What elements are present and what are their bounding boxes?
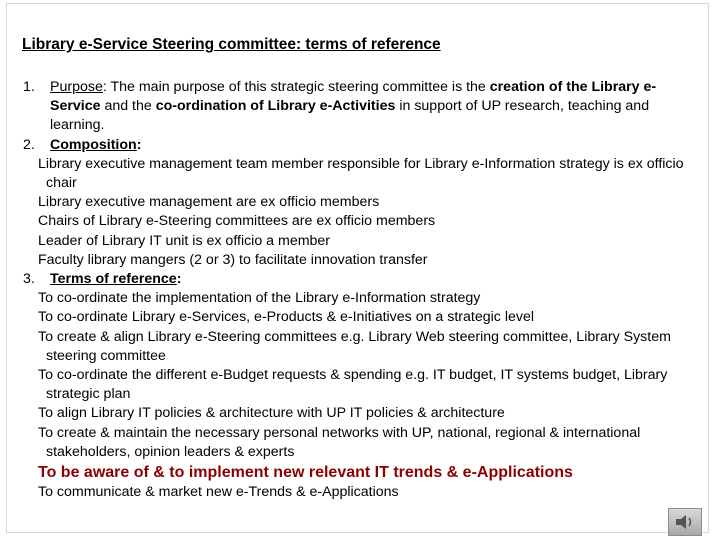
section-number: 3. [23, 271, 35, 288]
list-item: Chairs of Library e-Steering committees are ex officio members [38, 213, 436, 230]
heading-colon: : [136, 136, 142, 153]
section-heading-line [50, 136, 710, 155]
list-item: Leader of Library IT unit is ex officio a member [38, 232, 331, 249]
purpose-bold-creation: creation of the Library e-Service [50, 79, 657, 115]
section-heading-line [50, 270, 710, 289]
section-composition [20, 136, 710, 270]
section-heading: Terms of reference [50, 271, 177, 288]
list-item: To align Library IT policies & architecture with UP IT policies & architecture [38, 405, 505, 422]
content-list [20, 78, 710, 502]
heading-colon: : [176, 271, 182, 288]
list-item: To create & maintain the necessary personal networks with UP, national, regional & international stakeholders, opinion leaders & experts [38, 424, 641, 460]
list-item: Faculty library mangers (2 or 3) to facilitate innovation transfer [38, 251, 428, 268]
page-title: Library e-Service Steering committee: terms of reference [22, 36, 441, 53]
section-heading: Purpose [50, 79, 103, 95]
purpose-text: : The main purpose of this strategic steering committee is the [102, 79, 490, 95]
purpose-bold-coordination: co-ordination of Library e-Activities [155, 98, 396, 115]
audio-button[interactable] [668, 508, 702, 536]
purpose-text: in support of UP research, teaching and learning. [50, 98, 650, 134]
section-purpose [20, 78, 710, 136]
list-item: To communicate & market new e-Trends & e-Applications [38, 484, 399, 501]
list-item: To co-ordinate the implementation of the Library e-Information strategy [38, 290, 481, 307]
section-number: 1. [23, 79, 35, 95]
list-item: Library executive management are ex officio members [38, 194, 380, 211]
list-item: To create & align Library e-Steering committees e.g. Library Web steering committee, Library System steering committee [38, 328, 671, 364]
section-heading: Composition [50, 136, 137, 153]
list-item: To co-ordinate the different e-Budget requests & spending e.g. IT budget, IT systems budget, Library strategic plan [38, 367, 668, 403]
speaker-icon [674, 513, 696, 531]
purpose-text: and the [100, 98, 156, 115]
highlight-item: To be aware of & to implement new relevant IT trends & e-Applications [38, 464, 573, 482]
list-item: To co-ordinate Library e-Services, e-Products & e-Initiatives on a strategic level [38, 309, 534, 326]
section-number: 2. [23, 136, 35, 153]
section-terms [20, 270, 710, 502]
purpose-paragraph [50, 78, 690, 136]
list-item: Library executive management team member responsible for Library e-Information strategy is ex officio chair [38, 155, 684, 192]
